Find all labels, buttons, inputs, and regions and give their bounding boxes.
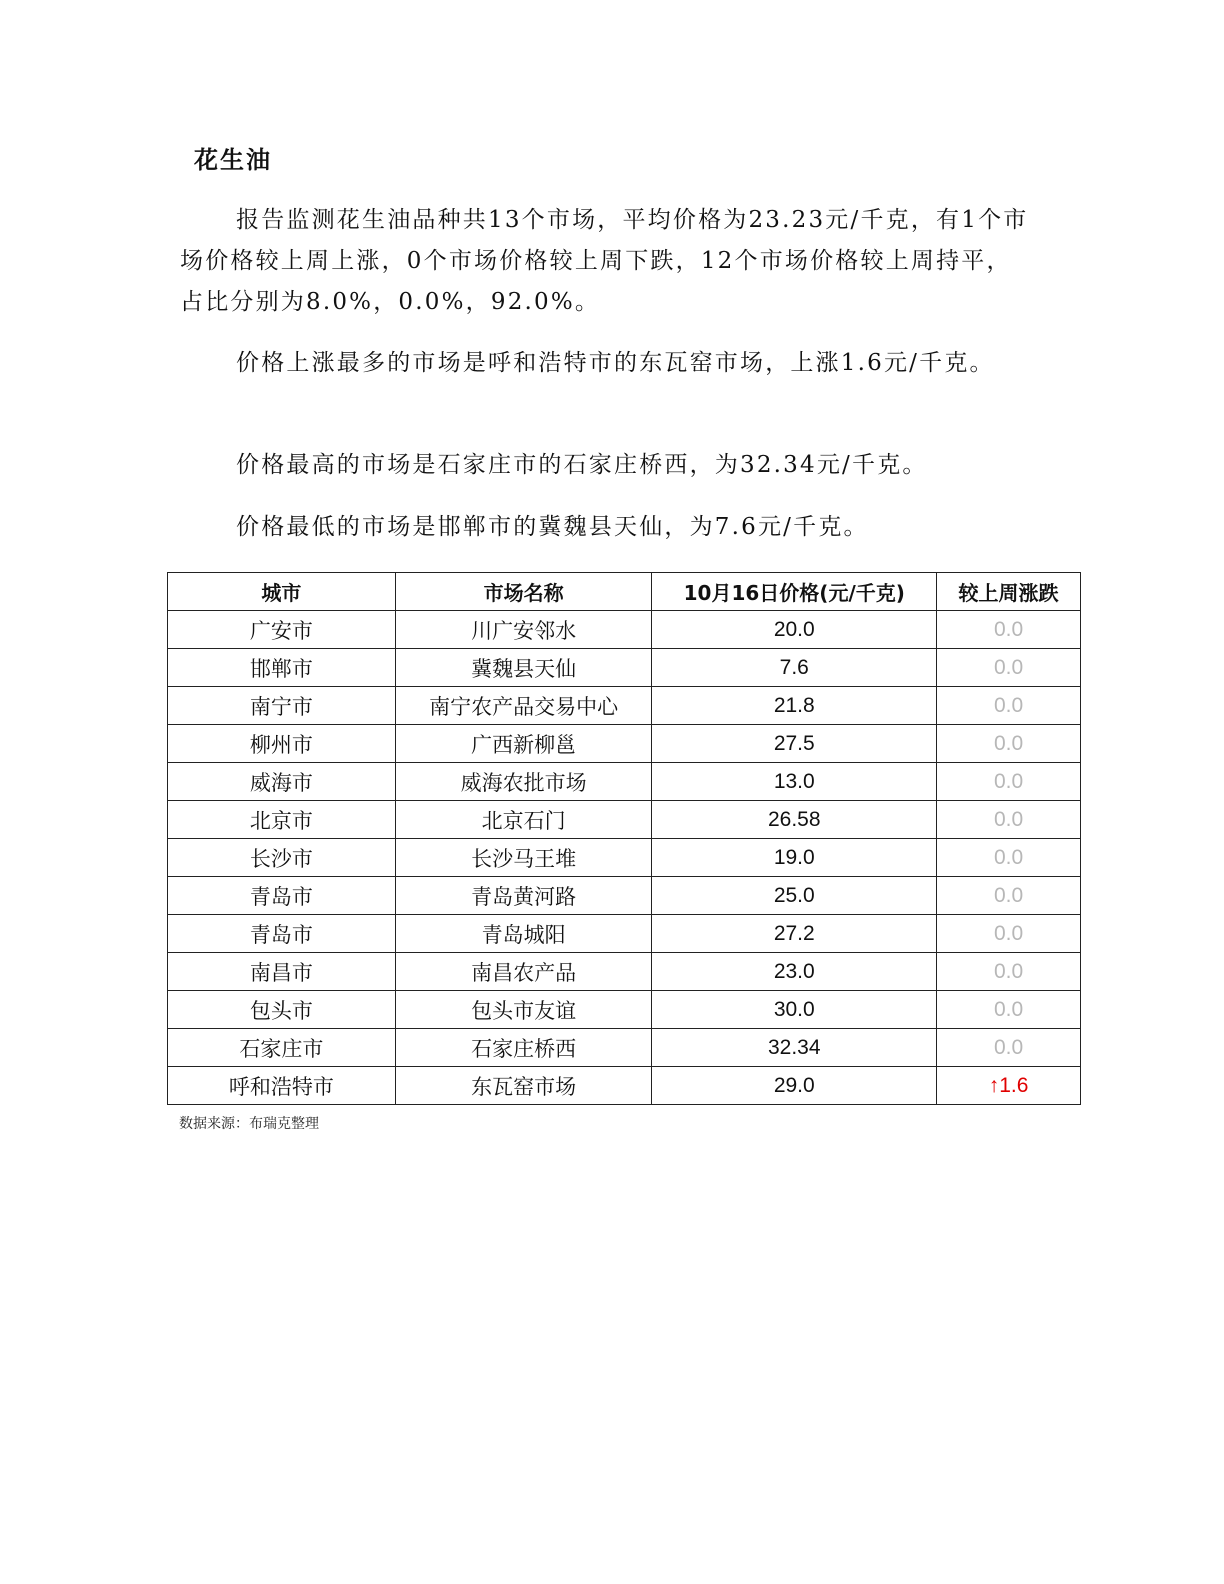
cell-change: 0.0	[937, 649, 1081, 687]
source-note: 数据来源：布瑞克整理	[179, 1116, 319, 1132]
cell-market: 长沙马王堆	[395, 839, 652, 877]
table-row	[168, 991, 1081, 1029]
cell-price: 21.8	[652, 687, 937, 725]
highest-price-paragraph: 价格最高的市场是石家庄市的石家庄桥西，为32.34元/千克。	[236, 452, 928, 478]
cell-market: 广西新柳邕	[395, 725, 652, 763]
table-row	[168, 649, 1081, 687]
cell-city: 包头市	[168, 991, 396, 1029]
cell-city: 长沙市	[168, 839, 396, 877]
cell-price: 32.34	[652, 1029, 937, 1067]
cell-market: 东瓦窑市场	[395, 1067, 652, 1105]
cell-market: 包头市友谊	[395, 991, 652, 1029]
cell-change: 0.0	[937, 877, 1081, 915]
cell-price: 26.58	[652, 801, 937, 839]
table-row	[168, 839, 1081, 877]
cell-city: 邯郸市	[168, 649, 396, 687]
table-body	[168, 611, 1081, 1105]
cell-market: 威海农批市场	[395, 763, 652, 801]
cell-change: ↑1.6	[937, 1067, 1081, 1105]
cell-price: 7.6	[652, 649, 937, 687]
table-row	[168, 1029, 1081, 1067]
cell-price: 27.2	[652, 915, 937, 953]
cell-change: 0.0	[937, 801, 1081, 839]
cell-market: 川广安邻水	[395, 611, 652, 649]
table-row	[168, 763, 1081, 801]
table-row	[168, 915, 1081, 953]
cell-city: 南宁市	[168, 687, 396, 725]
price-table	[167, 572, 1081, 1105]
table-row	[168, 611, 1081, 649]
table-header-row	[168, 573, 1081, 611]
cell-city: 石家庄市	[168, 1029, 396, 1067]
cell-city: 呼和浩特市	[168, 1067, 396, 1105]
largest-rise-paragraph: 价格上涨最多的市场是呼和浩特市的东瓦窑市场，上涨1.6元/千克。	[236, 350, 995, 376]
cell-market: 南宁农产品交易中心	[395, 687, 652, 725]
table-row	[168, 801, 1081, 839]
cell-city: 青岛市	[168, 915, 396, 953]
cell-price: 20.0	[652, 611, 937, 649]
cell-market: 南昌农产品	[395, 953, 652, 991]
table-row	[168, 725, 1081, 763]
cell-change: 0.0	[937, 953, 1081, 991]
cell-price: 25.0	[652, 877, 937, 915]
table-row	[168, 687, 1081, 725]
cell-change: 0.0	[937, 991, 1081, 1029]
cell-city: 柳州市	[168, 725, 396, 763]
cell-change: 0.0	[937, 839, 1081, 877]
header-change: 较上周涨跌	[937, 573, 1081, 611]
section-title: 花生油	[194, 145, 272, 174]
cell-city: 北京市	[168, 801, 396, 839]
header-market: 市场名称	[395, 573, 652, 611]
cell-price: 30.0	[652, 991, 937, 1029]
header-city: 城市	[168, 573, 396, 611]
cell-market: 冀魏县天仙	[395, 649, 652, 687]
cell-city: 广安市	[168, 611, 396, 649]
cell-price: 29.0	[652, 1067, 937, 1105]
cell-price: 23.0	[652, 953, 937, 991]
summary-paragraph: 报告监测花生油品种共13个市场，平均价格为23.23元/千克，有1个市场价格较上周上涨，0个市场价格较上周下跌，12个市场价格较上周持平，占比分别为8.0%，0.0%，92.0%。	[180, 207, 1029, 315]
cell-market: 青岛黄河路	[395, 877, 652, 915]
cell-price: 19.0	[652, 839, 937, 877]
cell-change: 0.0	[937, 611, 1081, 649]
header-price: 10月16日价格(元/千克)	[652, 573, 937, 611]
table-row	[168, 953, 1081, 991]
cell-change: 0.0	[937, 1029, 1081, 1067]
lowest-price-paragraph: 价格最低的市场是邯郸市的冀魏县天仙，为7.6元/千克。	[236, 514, 869, 540]
cell-change: 0.0	[937, 687, 1081, 725]
table-row	[168, 1067, 1081, 1105]
cell-price: 27.5	[652, 725, 937, 763]
cell-change: 0.0	[937, 725, 1081, 763]
cell-market: 北京石门	[395, 801, 652, 839]
cell-change: 0.0	[937, 915, 1081, 953]
cell-change: 0.0	[937, 763, 1081, 801]
cell-market: 青岛城阳	[395, 915, 652, 953]
cell-city: 青岛市	[168, 877, 396, 915]
cell-city: 威海市	[168, 763, 396, 801]
cell-market: 石家庄桥西	[395, 1029, 652, 1067]
cell-price: 13.0	[652, 763, 937, 801]
table-row	[168, 877, 1081, 915]
cell-city: 南昌市	[168, 953, 396, 991]
